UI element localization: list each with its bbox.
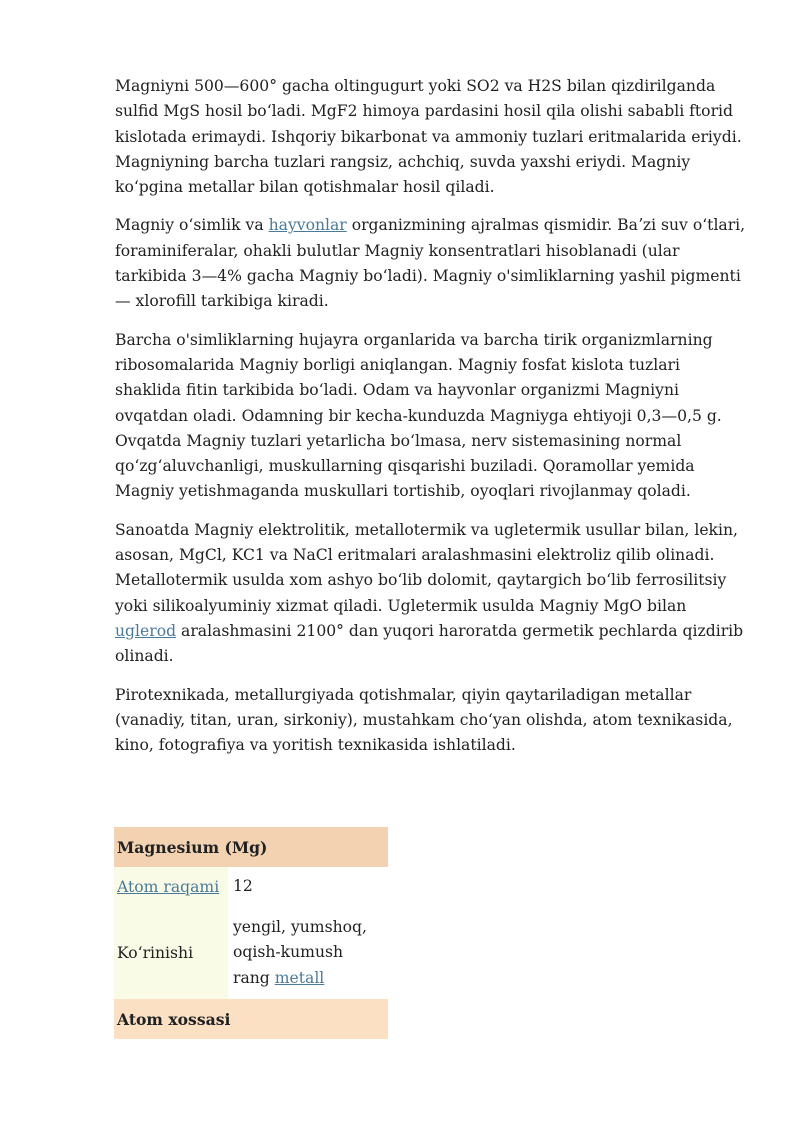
paragraph-4-text-b: aralashmasini 2100° dan yuqori haroratda germetik pechlarda qizdirib olinadi. (115, 621, 744, 666)
link-atom-raqami[interactable]: Atom raqami (117, 878, 220, 896)
article-body (115, 74, 747, 771)
paragraph-2-text-a: Magniy oʻsimlik va (115, 216, 269, 235)
link-hayvonlar[interactable]: hayvonlar (268, 216, 347, 235)
paragraph-1: Magniyni 500—600° gacha oltingugurt yoki SO2 va H2S bilan qizdirilganda sulfid MgS hosil boʻladi. MgF2 himoya pardasini hosil qila olishi sababli ftorid kislotada erimaydi. Ishqoriy bikarbonat va ammoniy tuzlari eritmalarida eriydi. Magniyning barcha tuzlari rangsiz, achchiq, suvda yaxshi eriydi. Magniy koʻpgina metallar bilan qotishmalar hosil qiladi. (115, 77, 742, 197)
link-metall[interactable]: metall (274, 968, 325, 987)
paragraph-5: Pirotexnikada, metallurgiyada qotishmalar, qiyin qaytariladigan metallar (vanadiy, titan, uran, sirkoniy), mustahkam choʻyan olishda, atom texnikasida, kino, fotografiya va yoritish texnikasida ishlatiladi. (115, 685, 733, 755)
infobox-table (114, 827, 388, 1039)
paragraph-2 (115, 213, 747, 314)
infobox-label-atom-number (114, 867, 228, 907)
paragraph-2-text-b: organizmining ajralmas qismidir. Baʼzi suv oʻtlari, foraminiferalar, ohakli bulutlar Magniy konsentratlari hisoblanadi (ular tarkibida 3—4% gacha Magniy boʻladi). Magniy o'simliklarning yashil pigmenti — xlorofill tarkibiga kiradi. (115, 216, 746, 311)
infobox-value-appearance (228, 907, 388, 999)
infobox-row-appearance (114, 907, 388, 999)
infobox-value-atom-number: 12 (233, 877, 253, 896)
infobox-row-atom-number (114, 867, 388, 907)
appearance-line-1: yengil, yumshoq, (233, 918, 367, 937)
appearance-line-2: oqish-kumush (233, 943, 344, 962)
link-uglerod[interactable]: uglerod (115, 621, 177, 640)
infobox-label-appearance: Koʻrinishi (114, 907, 228, 999)
infobox-section-atom-properties: Atom xossasi (114, 999, 388, 1039)
infobox-title: Magnesium (Mg) (114, 827, 388, 867)
appearance-line-3: rang (233, 968, 275, 987)
paragraph-4 (115, 518, 747, 670)
paragraph-3: Barcha o'simliklarning hujayra organlarida va barcha tirik organizmlarning ribosomalarida Magniy borligi aniqlangan. Magniy fosfat kislota tuzlari shaklida fitin tarkibida boʻladi. Odam va hayvonlar organizmi Magniyni ovqatdan oladi. Odamning bir kecha-kunduzda Magniyga ehtiyoji 0,3—0,5 g. Ovqatda Magniy tuzlari yetarlicha boʻlmasa, nerv sistemasining normal qoʻzgʻaluvchanligi, muskullarning qisqarishi buziladi. Qoramollar yemida Magniy yetishmaganda muskullari tortishib, oyoqlari rivojlanmay qoladi. (115, 330, 722, 501)
paragraph-4-text-a: Sanoatda Magniy elektrolitik, metallotermik va ugletermik usullar bilan, lekin, asosan, MgCl, KC1 va NaCl eritmalari aralashmasini elektroliz qilib olinadi. Metallotermik usulda xom ashyo boʻlib dolomit, qaytargich boʻlib ferrosilitsiy yoki silikoalyuminiy xizmat qiladi. Ugletermik usulda Magniy MgO bilan (115, 520, 738, 615)
